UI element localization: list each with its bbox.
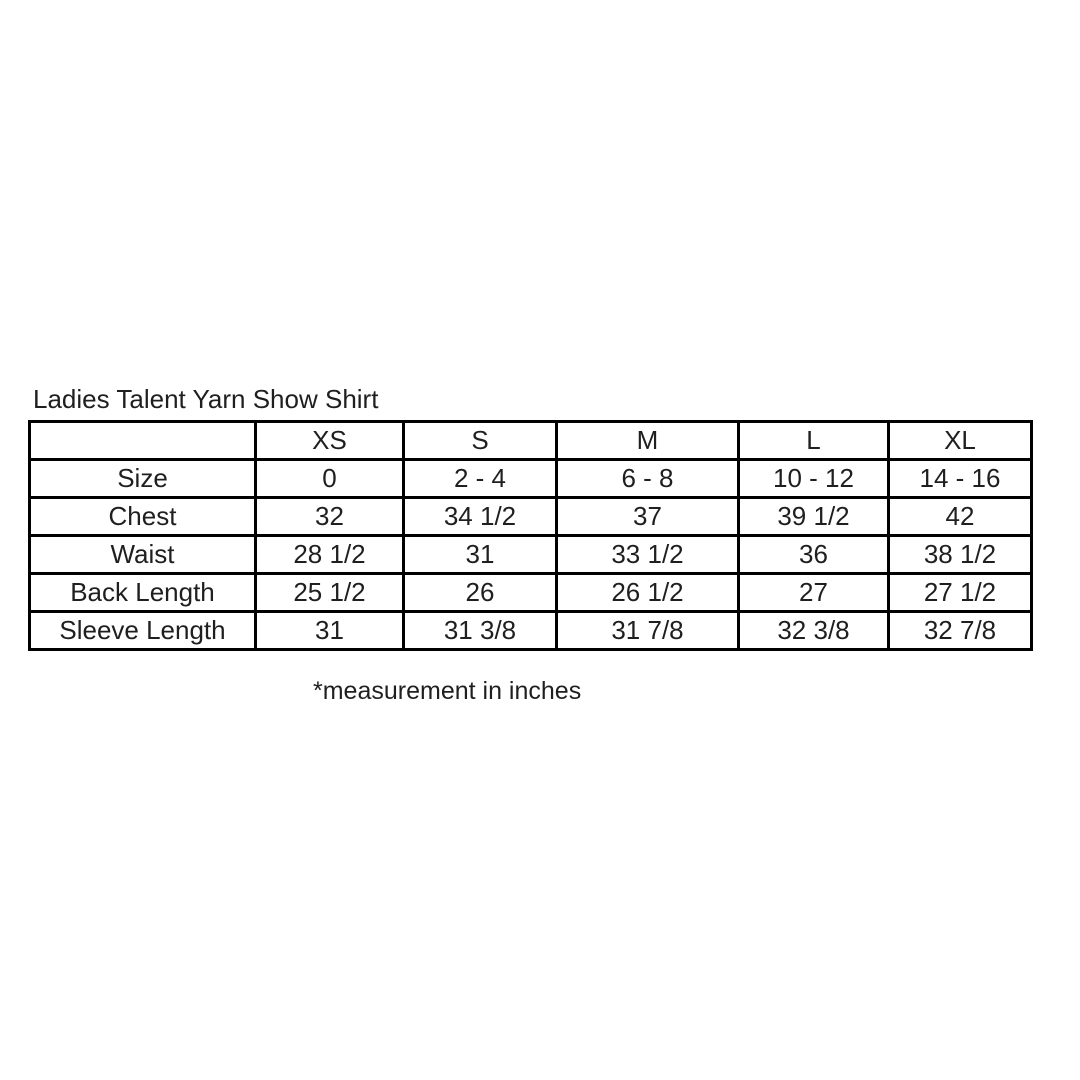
table-row-size	[30, 460, 1032, 498]
row-label: Sleeve Length	[30, 612, 256, 650]
cell: 27	[739, 574, 889, 612]
measurement-footnote: *measurement in inches	[313, 677, 582, 705]
cell: 36	[739, 536, 889, 574]
header-row	[30, 422, 1032, 460]
cell: 31	[256, 612, 404, 650]
cell: 38 1/2	[889, 536, 1032, 574]
cell: 25 1/2	[256, 574, 404, 612]
cell: 37	[557, 498, 739, 536]
table-row-sleeve-length	[30, 612, 1032, 650]
cell: 32	[256, 498, 404, 536]
cell: 6 - 8	[557, 460, 739, 498]
column-header-s: S	[404, 422, 557, 460]
cell: 2 - 4	[404, 460, 557, 498]
cell: 39 1/2	[739, 498, 889, 536]
cell: 33 1/2	[557, 536, 739, 574]
row-label: Chest	[30, 498, 256, 536]
cell: 31	[404, 536, 557, 574]
cell: 26 1/2	[557, 574, 739, 612]
cell: 10 - 12	[739, 460, 889, 498]
table-row-chest	[30, 498, 1032, 536]
cell: 28 1/2	[256, 536, 404, 574]
cell: 26	[404, 574, 557, 612]
cell: 31 7/8	[557, 612, 739, 650]
row-label: Back Length	[30, 574, 256, 612]
page-title: Ladies Talent Yarn Show Shirt	[33, 384, 379, 414]
cell: 31 3/8	[404, 612, 557, 650]
row-label: Size	[30, 460, 256, 498]
cell: 14 - 16	[889, 460, 1032, 498]
row-label: Waist	[30, 536, 256, 574]
cell: 42	[889, 498, 1032, 536]
column-header-m: M	[557, 422, 739, 460]
table-row-waist	[30, 536, 1032, 574]
column-header-l: L	[739, 422, 889, 460]
column-header-blank	[30, 422, 256, 460]
size-chart-table	[28, 420, 1033, 651]
table-row-back-length	[30, 574, 1032, 612]
cell: 27 1/2	[889, 574, 1032, 612]
cell: 32 3/8	[739, 612, 889, 650]
cell: 0	[256, 460, 404, 498]
column-header-xs: XS	[256, 422, 404, 460]
cell: 34 1/2	[404, 498, 557, 536]
cell: 32 7/8	[889, 612, 1032, 650]
column-header-xl: XL	[889, 422, 1032, 460]
